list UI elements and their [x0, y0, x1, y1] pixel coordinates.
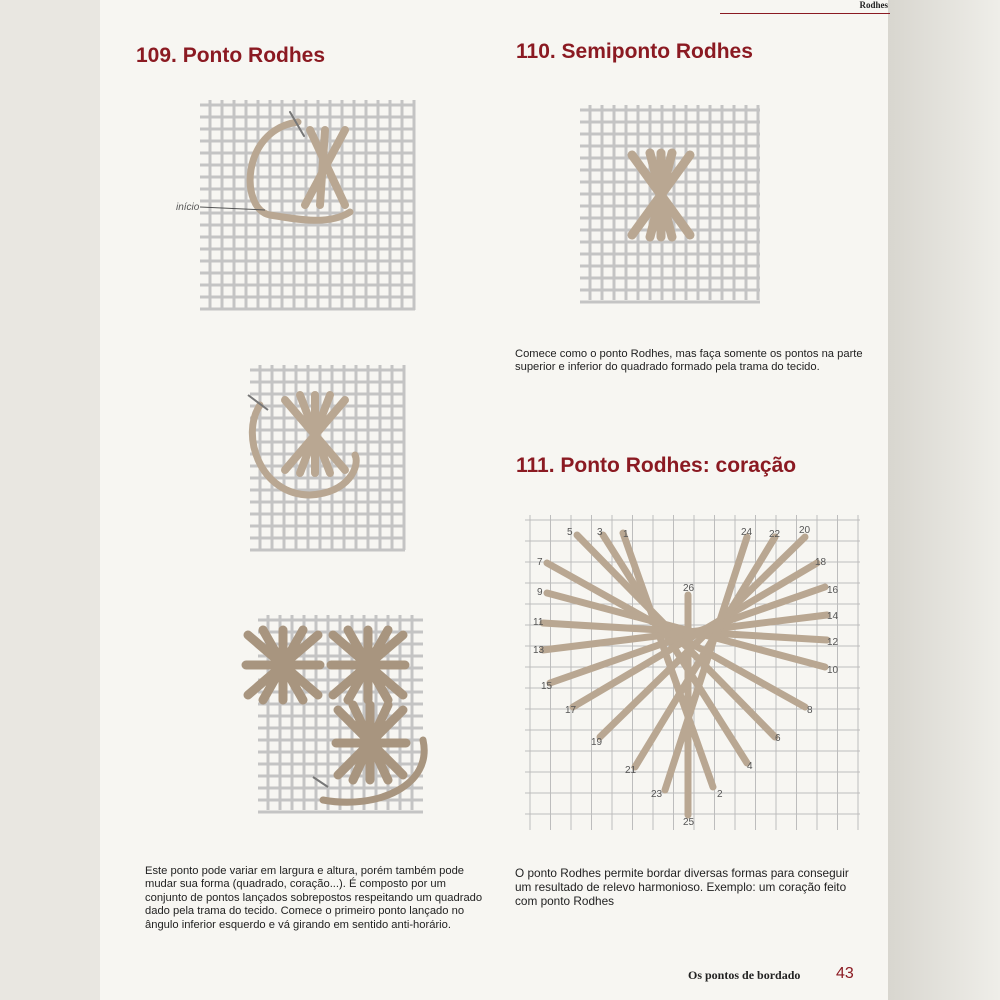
stitch-number: 13: [533, 645, 545, 656]
stitch-number: 3: [597, 527, 603, 538]
stitch-number: 5: [567, 527, 573, 538]
stitch-number: 18: [815, 557, 827, 568]
heart-stitch: [635, 537, 775, 767]
stitch-number: 9: [537, 587, 543, 598]
description-111: O ponto Rodhes permite bordar diversas formas para conseguir um resultado de relevo harmonioso. Exemplo: um coração feito com ponto Rodhes: [515, 866, 849, 908]
stitch-number: 20: [799, 525, 811, 536]
stitch-number: 16: [827, 585, 839, 596]
stitch-number: 22: [769, 529, 781, 540]
stitch-number: 14: [827, 611, 839, 622]
stitch-number: 2: [717, 789, 723, 800]
stitch-number: 15: [541, 681, 553, 692]
page-number: 43: [836, 965, 854, 982]
diagram-109-step1: [170, 90, 430, 320]
start-label: início: [176, 202, 200, 213]
title-109: 109. Ponto Rodhes: [136, 44, 326, 67]
book-title: Os pontos de bordado: [688, 968, 801, 982]
stitch-number: 8: [807, 705, 813, 716]
title-110: 110. Semiponto Rodhes: [516, 40, 753, 63]
diagram-111-heart: [525, 515, 865, 835]
stitch-number: 10: [827, 665, 839, 676]
diagram-110: [550, 95, 775, 310]
stitch-number: 19: [591, 737, 603, 748]
stitch-number: 17: [565, 705, 577, 716]
stitch-number: 12: [827, 637, 839, 648]
stitch-number: 7: [537, 557, 543, 568]
section-tab: Rodhes: [720, 0, 890, 14]
stitch-number: 23: [651, 789, 663, 800]
description-109: Este ponto pode variar em largura e altura, porém também pode mudar sua forma (quadrado, coração...). É composto por um conjunto de pontos lançados sobrepostos respeitando um quadrado dado pela trama do tecido. Comece o primeiro ponto lançado no ângulo inferior esquerdo e vá girando em sentido anti-horário.: [145, 865, 483, 931]
stitch-number: 6: [775, 733, 781, 744]
stitch-number: 26: [683, 583, 695, 594]
description-110: Comece como o ponto Rodhes, mas faça somente os pontos na parte superior e inferior do quadrado formado pela trama do tecido.: [515, 348, 863, 374]
next-page-edge: [888, 0, 1000, 1000]
stitch-number: 1: [623, 529, 629, 540]
stitch-number: 21: [625, 765, 637, 776]
title-111: 111. Ponto Rodhes: coração: [516, 454, 797, 477]
stitch-number: 11: [533, 617, 544, 628]
diagram-109-step2: [220, 355, 420, 560]
stitch-number: 24: [741, 527, 753, 538]
diagram-109-step3: [228, 605, 438, 820]
stitch-number: 25: [683, 817, 695, 828]
stitch-number: 4: [747, 761, 753, 772]
